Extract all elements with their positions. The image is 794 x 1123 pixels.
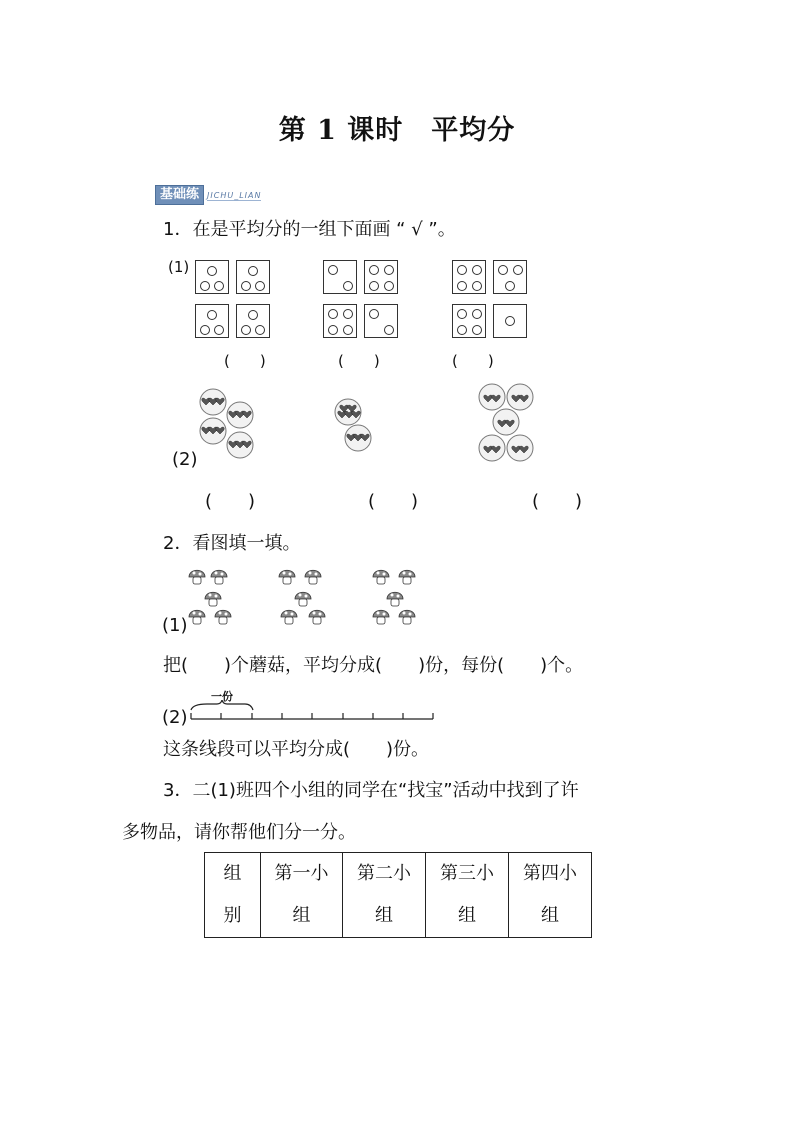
die: [452, 304, 486, 338]
q1-part2-label: (2): [172, 449, 198, 470]
answer-blank[interactable]: ( ): [452, 352, 494, 370]
mushroom-groups: [185, 566, 425, 632]
q2-part2-label: (2): [162, 707, 188, 728]
dice-groups: [0, 0, 794, 360]
line-segment: [185, 700, 440, 724]
table-cell: 第三小 组: [426, 853, 509, 938]
q1-part1-label: (1): [168, 258, 190, 276]
table-row: [205, 853, 592, 938]
table-cell: 第二小 组: [343, 853, 426, 938]
q2-prompt: 2．看图填一填。: [163, 533, 301, 554]
heart-circle-groups: [0, 375, 794, 475]
q3-prompt-line1: 3．二(1)班四个小组的同学在“找宝”活动中找到了许: [163, 780, 579, 801]
die: [493, 260, 527, 294]
group-table: [204, 852, 592, 938]
die: [236, 260, 270, 294]
q2-part1-label: (1): [162, 615, 188, 636]
answer-blank[interactable]: ( ): [338, 352, 380, 370]
die: [493, 304, 527, 338]
die: [452, 260, 486, 294]
answer-blank[interactable]: ( ): [205, 491, 256, 512]
q2-sentence2: 这条线段可以平均分成( )份。: [163, 739, 430, 760]
die: [236, 304, 270, 338]
die: [364, 304, 398, 338]
q3-prompt-line2: 多物品，请你帮他们分一分。: [122, 822, 356, 843]
die: [195, 304, 229, 338]
lesson-number: 第 1 课时: [278, 115, 404, 146]
segment-label: 一份: [211, 690, 233, 703]
answer-blank[interactable]: ( ): [532, 491, 583, 512]
answer-blank[interactable]: ( ): [368, 491, 419, 512]
die: [364, 260, 398, 294]
q1-prompt: 1．在是平均分的一组下面画 “ √ ”。: [163, 219, 456, 240]
lesson-topic: 平均分: [431, 115, 516, 146]
table-cell: 第一小 组: [261, 853, 343, 938]
badge-pinyin: JICHU_LIAN: [207, 191, 262, 200]
die: [323, 304, 357, 338]
table-cell: 组 别: [205, 853, 261, 938]
q2-sentence1: 把( )个蘑菇，平均分成( )份，每份( )个。: [163, 655, 584, 676]
badge-label: 基础练: [155, 185, 204, 205]
die: [323, 260, 357, 294]
table-cell: 第四小 组: [509, 853, 592, 938]
answer-blank[interactable]: ( ): [224, 352, 266, 370]
die: [195, 260, 229, 294]
